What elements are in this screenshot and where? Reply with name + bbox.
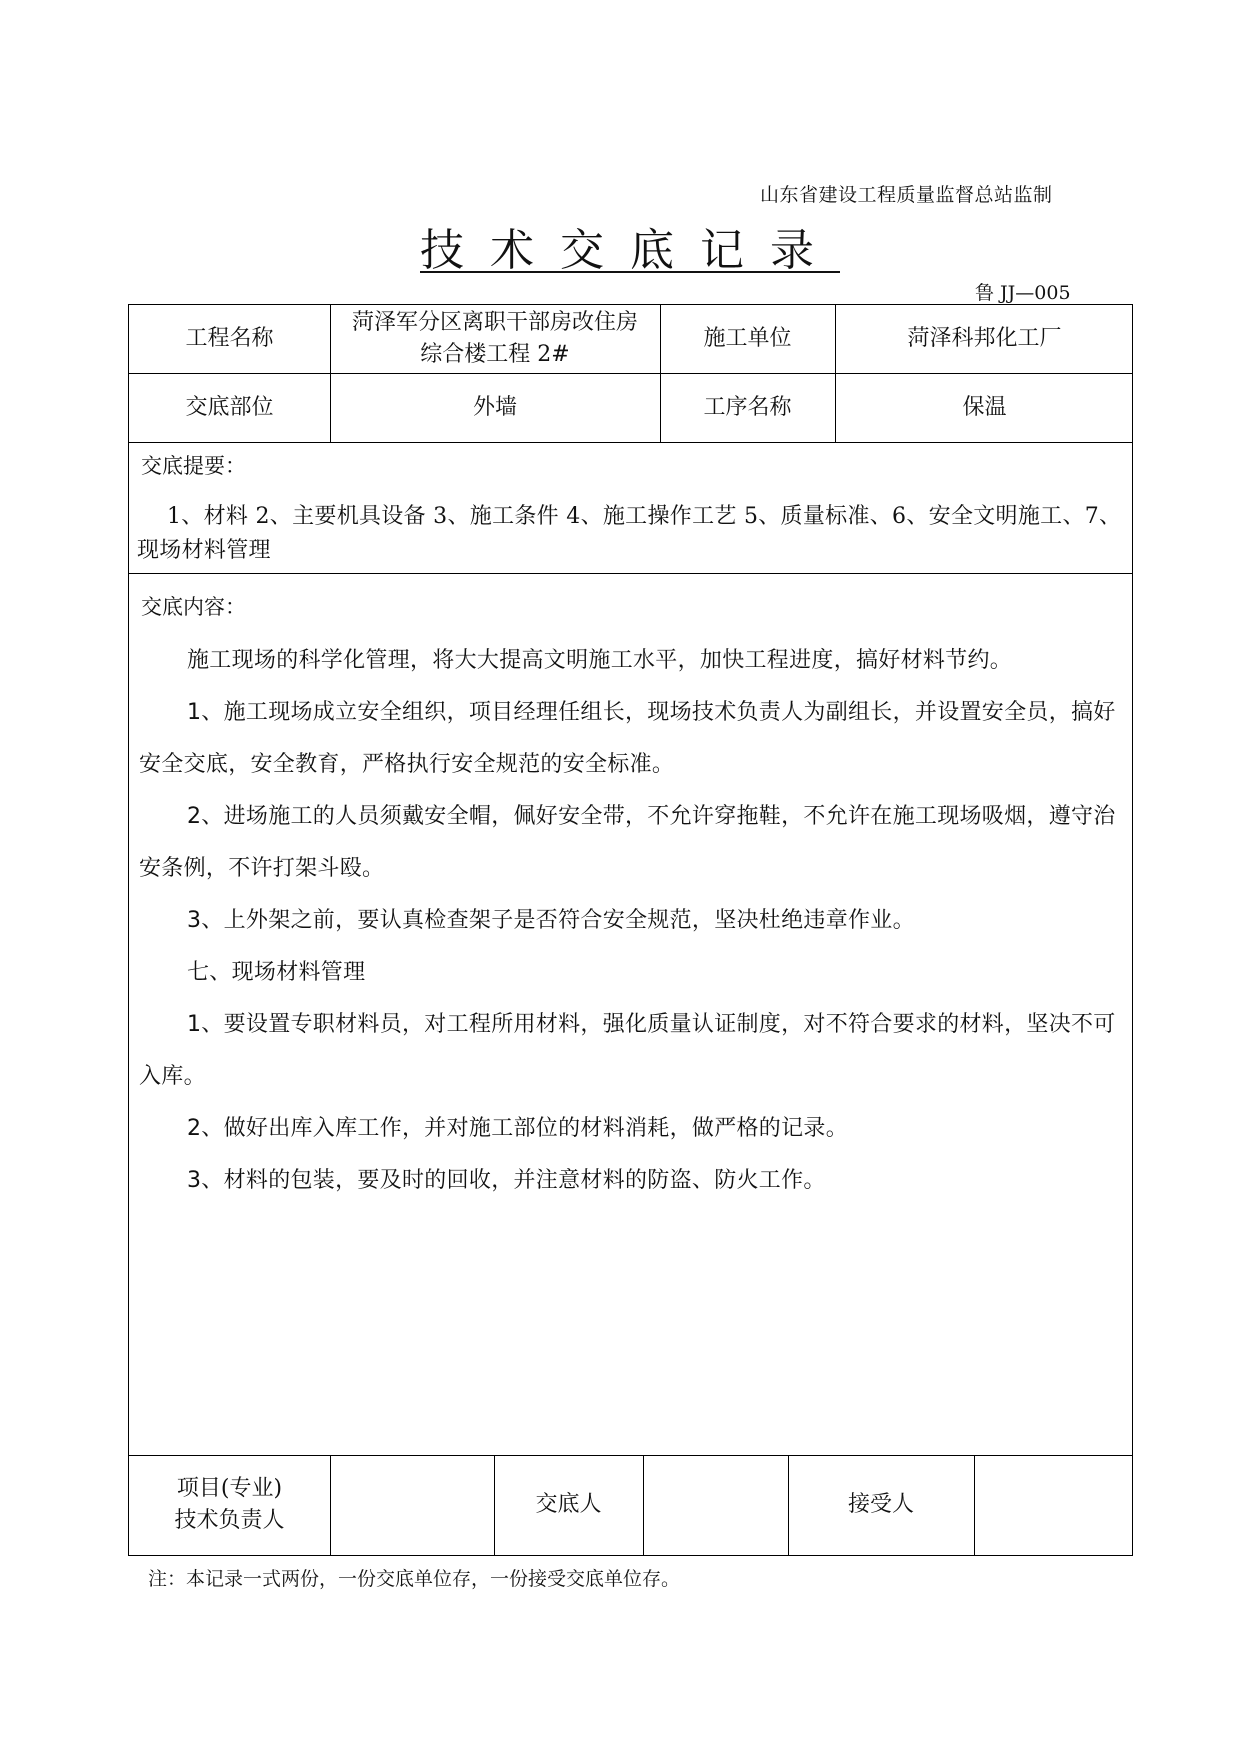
project-name-value: 菏泽军分区离职干部房改住房综合楼工程 2# [351,310,638,367]
discloser-signature[interactable] [643,1455,788,1555]
content-paragraph: 3、材料的包装，要及时的回收，并注意材料的防盗、防火工作。 [187,1168,826,1193]
contractor-value: 菏泽科邦化工厂 [907,326,1062,351]
footer-note: 注：本记录一式两份，一份交底单位存，一份接受交底单位存。 [148,1568,681,1590]
content-paragraph: 2、进场施工的人员须戴安全帽，佩好安全带，不允许穿拖鞋，不允许在施工现场吸烟，遵守治安条例，不许打架斗殴。 [139,804,1116,881]
summary-section [129,442,1132,573]
tech-lead-signature[interactable] [330,1455,494,1555]
content-paragraph: 1、施工现场成立安全组织，项目经理任组长，现场技术负责人为副组长，并设置安全员，搞好安全交底，安全教育，严格执行安全规范的安全标准。 [139,700,1116,777]
tech-lead-label: 项目(专业) 技术负责人 [174,1476,285,1533]
location-value: 外墙 [472,394,517,420]
supervisor-text: 山东省建设工程质量监督总站监制 [760,184,1053,206]
content-label: 交底内容： [141,595,246,619]
document-title: 技术交底记录 [420,225,840,276]
process-label: 工序名称 [703,394,792,420]
project-name-label: 工程名称 [185,326,274,351]
content-paragraph: 施工现场的科学化管理，将大大提高文明施工水平，加快工程进度，搞好材料节约。 [187,648,1013,673]
disclosure-form [128,304,1133,1556]
process-value: 保温 [962,394,1007,420]
content-paragraph: 七、现场材料管理 [187,960,366,985]
content-paragraph: 3、上外架之前，要认真检查架子是否符合安全规范，坚决杜绝违章作业。 [187,908,915,933]
location-label: 交底部位 [185,394,274,420]
content-body [139,635,1124,1207]
content-paragraph: 1、要设置专职材料员，对工程所用材料，强化质量认证制度，对不符合要求的材料，坚决不可入库。 [139,1012,1116,1089]
content-paragraph: 2、做好出库入库工作，并对施工部位的材料消耗，做严格的记录。 [187,1116,848,1141]
contractor-label: 施工单位 [703,326,792,351]
discloser-label: 交底人 [535,1492,602,1517]
receiver-label: 接受人 [847,1492,914,1517]
form-code: 鲁 JJ—005 [975,282,1071,304]
summary-label: 交底提要： [141,454,246,478]
content-section [129,573,1132,1455]
receiver-signature[interactable] [974,1455,1134,1555]
summary-text: 1、材料 2、主要机具设备 3、施工条件 4、施工操作工艺 5、质量标准、6、安全文明施工、7、现场材料管理 [137,504,1122,563]
